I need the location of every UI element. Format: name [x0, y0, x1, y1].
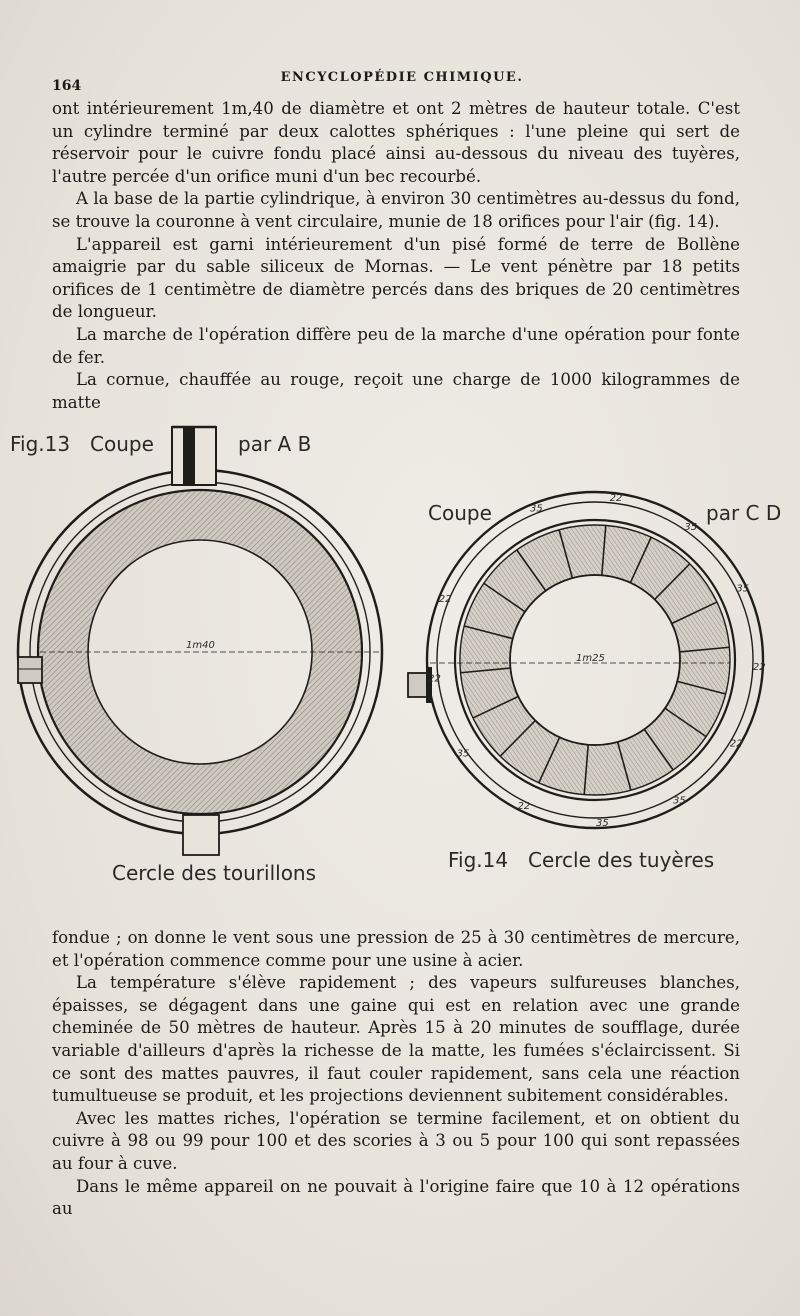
figure13-caption: Cercle des tourillons — [112, 861, 317, 885]
figure14-section-title-right: par C D — [706, 501, 782, 525]
running-title: ENCYCLOPÉDIE CHIMIQUE. — [280, 70, 524, 85]
paragraph: La marche de l'opération diffère peu de la marche d'une opération pour fonte de fer. — [52, 324, 740, 367]
figure14-dimension: 1m25 — [576, 653, 605, 664]
figure13-dimension: 1m40 — [186, 640, 215, 651]
outer-dimension-label: 22 — [729, 738, 743, 750]
outer-dimension-label: 35 — [736, 583, 750, 595]
paragraph: L'appareil est garni intérieurement d'un pisé formé de terre de Bollène amaigrie par du sable siliceux de Mornas. — Le vent pénètre par 18 petits orifices de 1 centimètre de diamètre percés dans des briques de 20 centimètres de longueur. — [52, 234, 740, 322]
outer-dimension-label: 22 — [438, 594, 452, 606]
outer-dimension-label: 22 — [609, 493, 623, 505]
paragraph: Dans le même appareil on ne pouvait à l'origine faire que 10 à 12 opérations au — [52, 1176, 740, 1219]
outer-dimension-label: 35 — [684, 522, 698, 534]
figure14-caption: Cercle des tuyères — [528, 848, 715, 872]
figure14-label: Fig.14 — [448, 848, 509, 872]
paragraph: fondue ; on donne le vent sous une pression de 25 à 30 centimètres de mercure, et l'opération commence comme pour une usine à acier. — [52, 928, 740, 970]
figure13-section-title-right: par A B — [238, 432, 312, 456]
page-number: 164 — [52, 78, 82, 94]
page-header — [52, 70, 752, 92]
outer-dimension-label: 22 — [517, 801, 531, 813]
figure13-section-title-left: Coupe — [90, 432, 154, 456]
paragraph: A la base de la partie cylindrique, à environ 30 centimètres au-dessus du fond, se trouve la couronne à vent circulaire, munie de 18 orifices pour l'air (fig. 14). — [52, 189, 740, 231]
paragraph: Avec les mattes riches, l'opération se termine facilement, et on obtient du cuivre à 98 ou 99 pour 100 et des scories à 3 ou 5 pour 100 qui sont repassées au four à cuve. — [52, 1108, 740, 1173]
paragraph: La température s'élève rapidement ; des vapeurs sulfureuses blanches, épaisses, se dégagent dans une gaine qui est en relation avec une grande cheminée de 50 mètres de hauteur. Après 15 à 20 minutes de soufflage, durée variable d'ailleurs d'après la richesse de la matte, les fumées s'éclaircissent. Si ce sont des mattes pauvres, il faut couler rapidement, sans cela une réaction tumultueuse se produit, et les projections deviennent subitement considérables. — [52, 973, 740, 1106]
figure-drawing — [0, 415, 800, 895]
figure-plate — [0, 415, 800, 895]
top-text — [52, 98, 740, 414]
figure13-label: Fig.13 — [10, 432, 71, 456]
outer-dimension-label: 35 — [456, 748, 470, 760]
bottom-text — [52, 927, 740, 1221]
paragraph: La cornue, chauffée au rouge, reçoit une charge de 1000 kilogrammes de matte — [52, 370, 740, 412]
outer-dimension-label: 35 — [595, 817, 609, 829]
outer-dimension-label: 35 — [529, 503, 543, 515]
outer-dimension-label: 22 — [428, 673, 441, 685]
outer-dimension-label: 22 — [752, 661, 766, 673]
outer-dimension-label: 35 — [672, 795, 686, 807]
paragraph: ont intérieurement 1m,40 de diamètre et ont 2 mètres de hauteur totale. C'est un cylindre terminé par deux calottes sphériques : l'une pleine qui sert de réservoir pour le cuivre fondu placé ainsi au-dessous du niveau des tuyères, l'autre percée d'un orifice muni d'un bec recourbé. — [52, 99, 740, 186]
figure14-section-title-left: Coupe — [428, 501, 492, 525]
